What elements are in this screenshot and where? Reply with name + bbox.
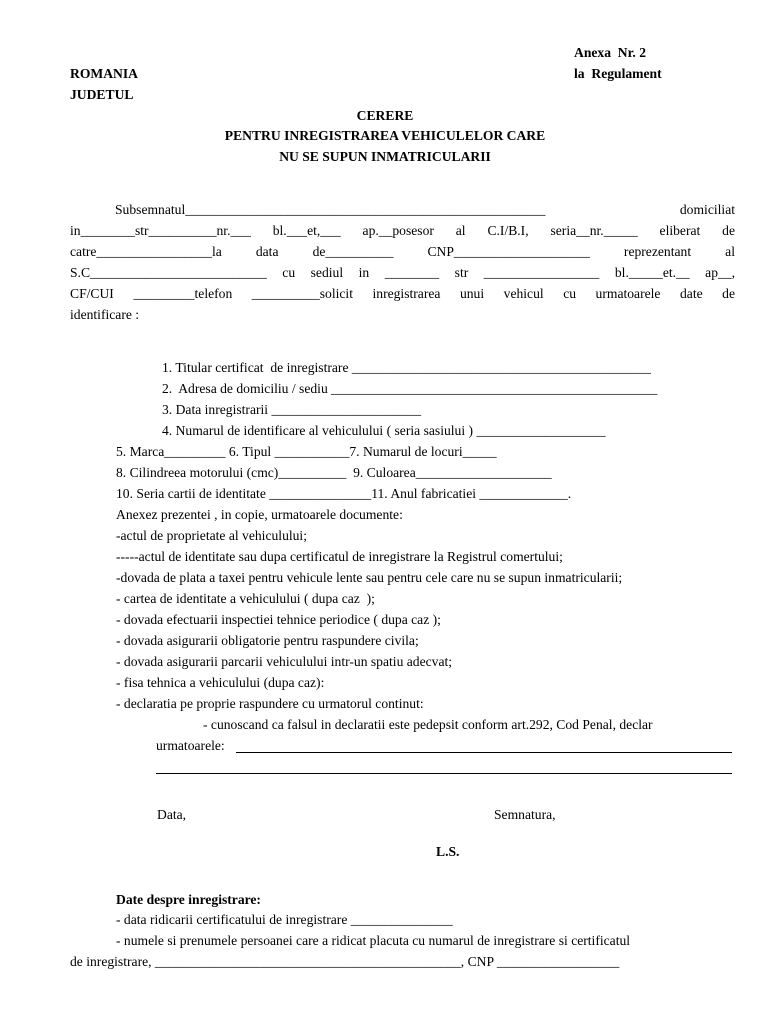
annex-item: - cartea de identitate a vehiculului ( dupa caz );: [116, 591, 375, 606]
annex-regulation: la Regulament: [574, 66, 662, 81]
form-subtitle-2: NU SE SUPUN INMATRICULARII: [279, 149, 491, 164]
county-label: JUDETUL: [70, 87, 134, 102]
annex-number: Anexa Nr. 2: [574, 45, 646, 60]
intro-line-6: identificare :: [70, 307, 140, 322]
declaration-blank-line-1[interactable]: [236, 752, 732, 753]
field-address: 2. Adresa de domiciliu / sediu ________________________________________________: [162, 381, 658, 396]
declaration-label: urmatoarele:: [156, 738, 225, 753]
field-make-type-seats: 5. Marca_________ 6. Tipul ___________7. Numarul de locuri_____: [116, 444, 497, 459]
date-label: Data,: [157, 807, 187, 822]
annex-item: -actul de proprietate al vehiculului;: [116, 528, 307, 543]
annex-intro: Anexez prezentei , in copie, urmatoarele documente:: [116, 507, 403, 522]
annex-item: -----actul de identitate sau dupa certificatul de inregistrare la Registrul comertului;: [116, 549, 563, 564]
field-registration-date: 3. Data inregistrarii ______________________: [162, 402, 421, 417]
annex-item: - fisa tehnica a vehiculului (dupa caz):: [116, 675, 325, 690]
annex-item: - dovada asigurarii parcarii vehiculului intr-un spatiu adecvat;: [116, 654, 453, 669]
registration-pickup-date: - data ridicarii certificatului de inregistrare _______________: [116, 912, 453, 927]
declaration-blank-line-2[interactable]: [156, 773, 732, 774]
country-label: ROMANIA: [70, 66, 138, 81]
field-vin: 4. Numarul de identificare al vehiculului ( seria sasiului ) ___________________: [162, 423, 606, 438]
intro-line-5: CF/CUI _________telefon __________solicit inregistrarea unui vehicul cu urmatoarele date de: [70, 286, 735, 301]
signature-label: Semnatura,: [494, 807, 556, 822]
intro-line-4: S.C__________________________ cu sediul in ________ str _________________ bl._____et.__ ap__,: [70, 265, 735, 280]
field-id-series-year: 10. Seria cartii de identitate _______________11. Anul fabricatiei _____________.: [116, 486, 572, 501]
annex-item: - dovada efectuarii inspectiei tehnice periodice ( dupa caz );: [116, 612, 441, 627]
registration-person-line-1: - numele si prenumele persoanei care a ridicat placuta cu numarul de inregistrare si certificatul: [116, 933, 631, 948]
annex-item: - declaratia pe proprie raspundere cu urmatorul continut:: [116, 696, 424, 711]
declaration-text: - cunoscand ca falsul in declaratii este pedepsit conform art.292, Cod Penal, declar: [203, 717, 653, 732]
field-holder: 1. Titular certificat de inregistrare ____________________________________________: [162, 360, 651, 375]
annex-item: - dovada asigurarii obligatorie pentru raspundere civila;: [116, 633, 419, 648]
form-subtitle-1: PENTRU INREGISTRAREA VEHICULELOR CARE: [224, 128, 546, 143]
annex-item: -dovada de plata a taxei pentru vehicule lente sau pentru cele care nu se supun inmatricularii;: [116, 570, 623, 585]
form-title: CERERE: [356, 108, 414, 123]
field-capacity-color: 8. Cilindreea motorului (cmc)__________ 9. Culoarea____________________: [116, 465, 552, 480]
registration-heading: Date despre inregistrare:: [116, 892, 261, 907]
intro-line-3: catre_________________la data de__________ CNP____________________ reprezentant al: [70, 244, 735, 259]
intro-line-1: Subsemnatul_____________________________________________________ domiciliat: [115, 202, 735, 217]
intro-line-2: in________str__________nr.___ bl.___et,___ ap.__posesor al C.I/B.I, seria__nr._____ eliberat de: [70, 223, 735, 238]
stamp-label: L.S.: [436, 844, 460, 859]
registration-person-line-2: de inregistrare, _____________________________________________, CNP __________________: [70, 954, 620, 969]
